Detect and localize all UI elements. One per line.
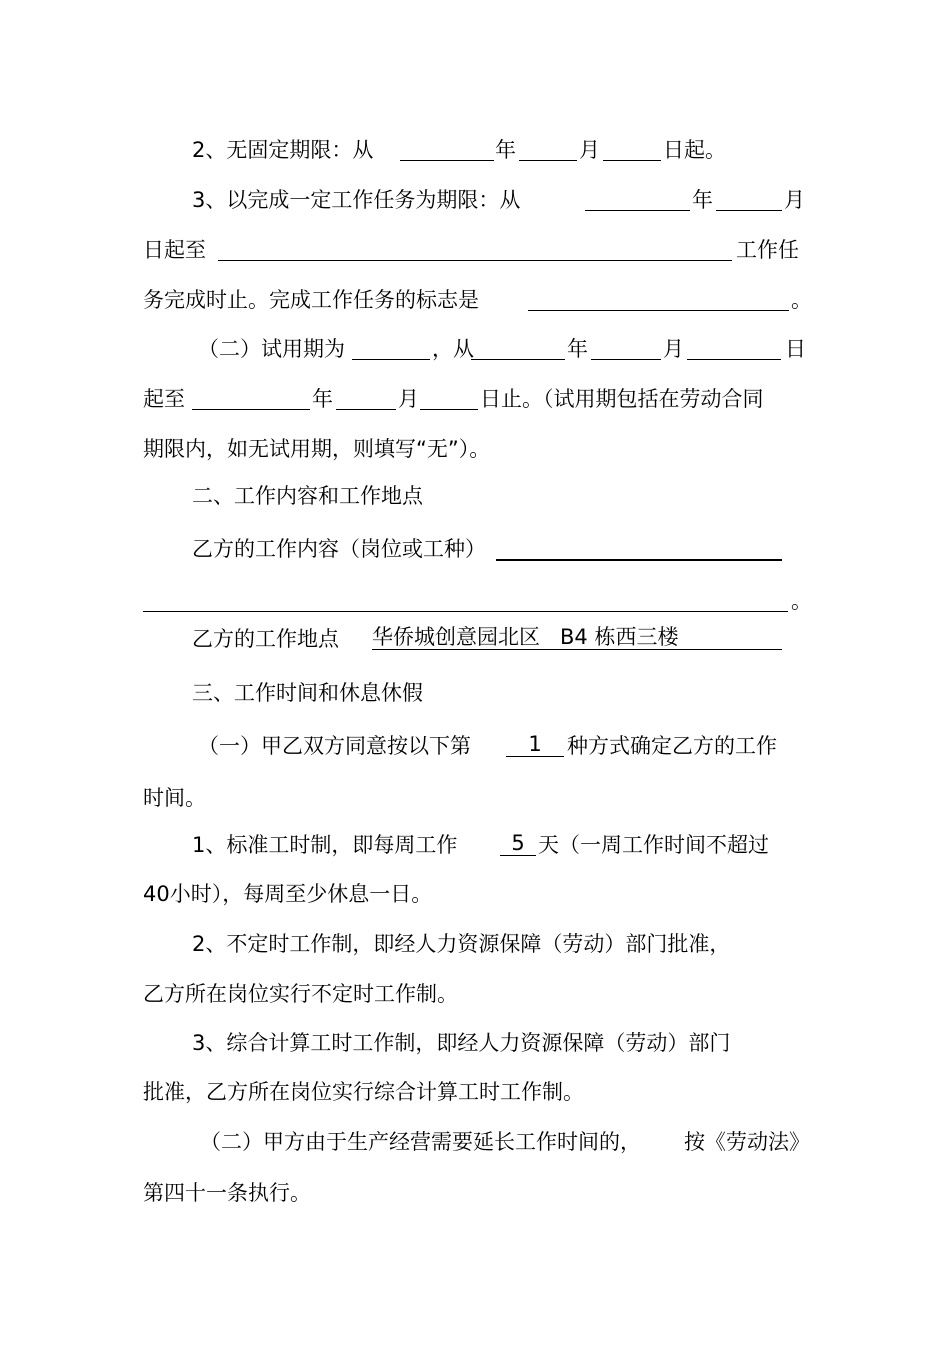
probation-line-3 [0,434,950,464]
method-label-tail: 种方式确定乙方的工作 [567,734,777,758]
task-start-month-blank[interactable] [716,186,782,211]
work-hours-method-line-2 [0,783,950,813]
days-per-week-field[interactable]: 5 [500,831,536,856]
day-from-label: 日起至 [143,238,206,262]
month-label: 月 [663,337,684,361]
probation-start-year-blank[interactable] [471,335,565,360]
probation-line-2 [0,384,950,414]
month-label: 月 [398,387,419,411]
days-label-tail: 天（一周工作时间不超过 [538,833,769,857]
flexible-hours-cont: 乙方所在岗位实行不定时工作制。 [143,982,458,1006]
year-label: 年 [312,387,333,411]
work-hours-method-label: （一）甲乙双方同意按以下第 [198,734,471,758]
task-completion-mark-blank[interactable] [528,286,789,311]
probation-note: 日止。（试用期包括在劳动合同 [480,387,764,411]
section-3-heading [0,678,950,708]
work-hours-method-line [0,731,950,761]
standard-hours-line-2 [0,879,950,909]
day-start-label: 日起。 [663,138,726,162]
start-month-blank[interactable] [519,136,577,161]
section-heading: 三、工作时间和休息休假 [192,681,423,705]
task-label: 工作任 [736,238,799,262]
year-label: 年 [567,337,588,361]
flexible-hours-line [0,929,950,959]
month-label: 月 [579,138,600,162]
comprehensive-hours-line [0,1028,950,1058]
work-content-blank[interactable] [496,535,782,561]
probation-note-cont: 期限内，如无试用期，则填写“无”）。 [143,437,491,461]
work-location-line [0,624,950,654]
labor-law-ref: 按《劳动法》 [684,1130,810,1154]
start-day-blank[interactable] [603,136,661,161]
probation-label: （二）试用期为 [198,337,345,361]
flexible-hours-label: 2、不定时工作制，即经人力资源保障（劳动）部门批准， [192,932,731,956]
probation-end-month-blank[interactable] [336,385,396,410]
flexible-hours-line-2 [0,979,950,1009]
task-term-label: 3、以完成一定工作任务为期限：从 [192,188,521,212]
probation-line-1 [0,334,950,364]
comprehensive-hours-cont: 批准，乙方所在岗位实行综合计算工时工作制。 [143,1080,584,1104]
work-location-value[interactable]: 华侨城创意园北区 B4 栋西三楼 [372,625,782,650]
task-complete-label: 务完成时止。完成工作任务的标志是 [143,288,479,312]
standard-hours-line [0,830,950,860]
month-label: 月 [784,188,805,212]
year-label: 年 [692,188,713,212]
probation-start-day-blank[interactable] [687,335,781,360]
task-term-line-2 [0,235,950,265]
day-label: 日 [785,337,806,361]
time-label: 时间。 [143,786,206,810]
work-content-label: 乙方的工作内容（岗位或工种） [192,537,486,561]
task-term-line-1 [0,185,950,215]
from-label: ，从 [432,337,474,361]
period-mark: 。 [791,288,812,312]
overtime-line-2 [0,1178,950,1208]
hours-rest-label: 40小时），每周至少休息一日。 [143,882,433,906]
work-location-label: 乙方的工作地点 [192,627,339,651]
work-content-line-2 [0,586,950,616]
overtime-line [0,1127,950,1157]
overtime-label: （二）甲方由于生产经营需要延长工作时间的， [200,1130,641,1154]
fixed-term-open-line [0,135,950,165]
task-term-line-3 [0,285,950,315]
until-label: 起至 [143,387,185,411]
comprehensive-hours-line-2 [0,1077,950,1107]
work-content-blank-2[interactable] [143,587,788,612]
section-heading: 二、工作内容和工作地点 [192,484,423,508]
method-number-field[interactable]: 1 [506,732,564,757]
task-start-year-blank[interactable] [585,186,690,211]
work-content-line [0,534,950,564]
period-mark: 。 [791,589,812,613]
comprehensive-hours-label: 3、综合计算工时工作制，即经人力资源保障（劳动）部门 [192,1031,731,1055]
probation-end-year-blank[interactable] [192,385,310,410]
start-year-blank[interactable] [400,136,494,161]
standard-hours-label: 1、标准工时制，即每周工作 [192,833,458,857]
section-2-heading [0,481,950,511]
article-41-label: 第四十一条执行。 [143,1181,311,1205]
open-term-label: 2、无固定期限：从 [192,138,374,162]
probation-end-day-blank[interactable] [420,385,478,410]
year-label: 年 [495,138,516,162]
task-end-blank[interactable] [218,236,732,261]
probation-start-month-blank[interactable] [591,335,661,360]
probation-length-blank[interactable] [352,335,430,360]
